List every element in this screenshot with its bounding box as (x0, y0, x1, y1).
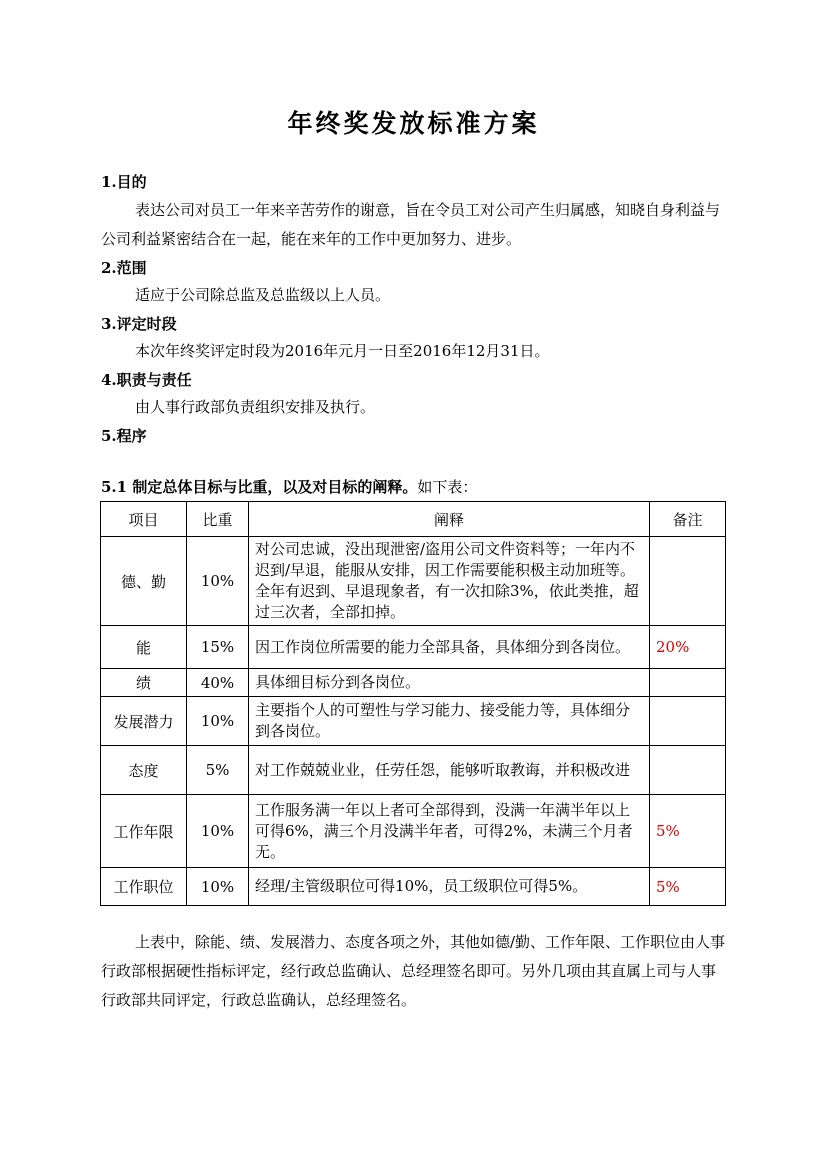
closing-paragraph: 上表中，除能、绩、发展潜力、态度各项之外，其他如德/勤、工作年限、工作职位由人事行政部根据硬性指标评定，经行政总监确认、总经理签名即可。另外几项由其直属上司与人事行政部共同评定，行政总监确认，总经理签名。 (101, 933, 726, 1009)
cell-item: 发展潜力 (101, 697, 187, 746)
section-heading-period: 3.评定时段 (101, 315, 177, 333)
table-row (101, 697, 726, 746)
table-row (101, 746, 726, 795)
table-row (101, 537, 726, 626)
criteria-table (100, 501, 726, 906)
section-body-scope: 适应于公司除总监及总监级以上人员。 (135, 286, 391, 304)
section-heading-scope: 2.范围 (101, 259, 147, 277)
cell-explanation: 因工作岗位所需要的能力全部具备，具体细分到各岗位。 (249, 626, 650, 669)
section-heading-procedure: 5.程序 (101, 427, 147, 445)
cell-note (650, 746, 726, 795)
subsection-heading (101, 476, 477, 497)
cell-item: 绩 (101, 669, 187, 697)
section-body-responsibility: 由人事行政部负责组织安排及执行。 (135, 398, 376, 416)
header-weight: 比重 (187, 502, 249, 537)
cell-item: 能 (101, 626, 187, 669)
cell-note (650, 669, 726, 697)
cell-explanation: 工作服务满一年以上者可全部得到，没满一年满半年以上可得6%，满三个月没满半年者，可得2%，未满三个月者无。 (249, 795, 650, 868)
document-title: 年终奖发放标准方案 (287, 109, 540, 138)
cell-note: 5% (650, 868, 726, 906)
cell-explanation: 主要指个人的可塑性与学习能力、接受能力等，具体细分到各岗位。 (249, 697, 650, 746)
cell-item: 工作职位 (101, 868, 187, 906)
header-explanation: 阐释 (249, 502, 650, 537)
cell-note (650, 697, 726, 746)
cell-explanation: 经理/主管级职位可得10%，员工级职位可得5%。 (249, 868, 650, 906)
cell-note: 5% (650, 795, 726, 868)
table-row (101, 795, 726, 868)
cell-note (650, 537, 726, 626)
cell-weight: 40% (187, 669, 249, 697)
table-header-row (101, 502, 726, 537)
header-note: 备注 (650, 502, 726, 537)
cell-weight: 10% (187, 795, 249, 868)
cell-weight: 10% (187, 697, 249, 746)
section-body-period: 本次年终奖评定时段为2016年元月一日至2016年12月31日。 (135, 342, 550, 360)
subsection-heading-bold: 5.1 制定总体目标与比重，以及对目标的阐释。 (101, 478, 418, 496)
cell-item: 工作年限 (101, 795, 187, 868)
table-row (101, 669, 726, 697)
cell-weight: 10% (187, 537, 249, 626)
cell-item: 态度 (101, 746, 187, 795)
table-row (101, 868, 726, 906)
section-heading-responsibility: 4.职责与责任 (101, 371, 192, 389)
cell-note: 20% (650, 626, 726, 669)
cell-weight: 15% (187, 626, 249, 669)
section-heading-purpose: 1.目的 (101, 173, 147, 191)
cell-explanation: 对公司忠诚，没出现泄密/盗用公司文件资料等；一年内不迟到/早退，能服从安排，因工作需要能积极主动加班等。全年有迟到、早退现象者，有一次扣除3%，依此类推，超过三次者，全部扣掉。 (249, 537, 650, 626)
section-body-purpose: 表达公司对员工一年来辛苦劳作的谢意，旨在令员工对公司产生归属感，知晓自身利益与公司利益紧密结合在一起，能在来年的工作中更加努力、进步。 (101, 201, 721, 248)
cell-explanation: 对工作兢兢业业，任劳任怨，能够听取教诲，并积极改进 (249, 746, 650, 795)
cell-weight: 10% (187, 868, 249, 906)
header-item: 项目 (101, 502, 187, 537)
table-row (101, 626, 726, 669)
cell-explanation: 具体细目标分到各岗位。 (249, 669, 650, 697)
subsection-heading-normal: 如下表： (417, 478, 478, 496)
cell-item: 德、勤 (101, 537, 187, 626)
cell-weight: 5% (187, 746, 249, 795)
